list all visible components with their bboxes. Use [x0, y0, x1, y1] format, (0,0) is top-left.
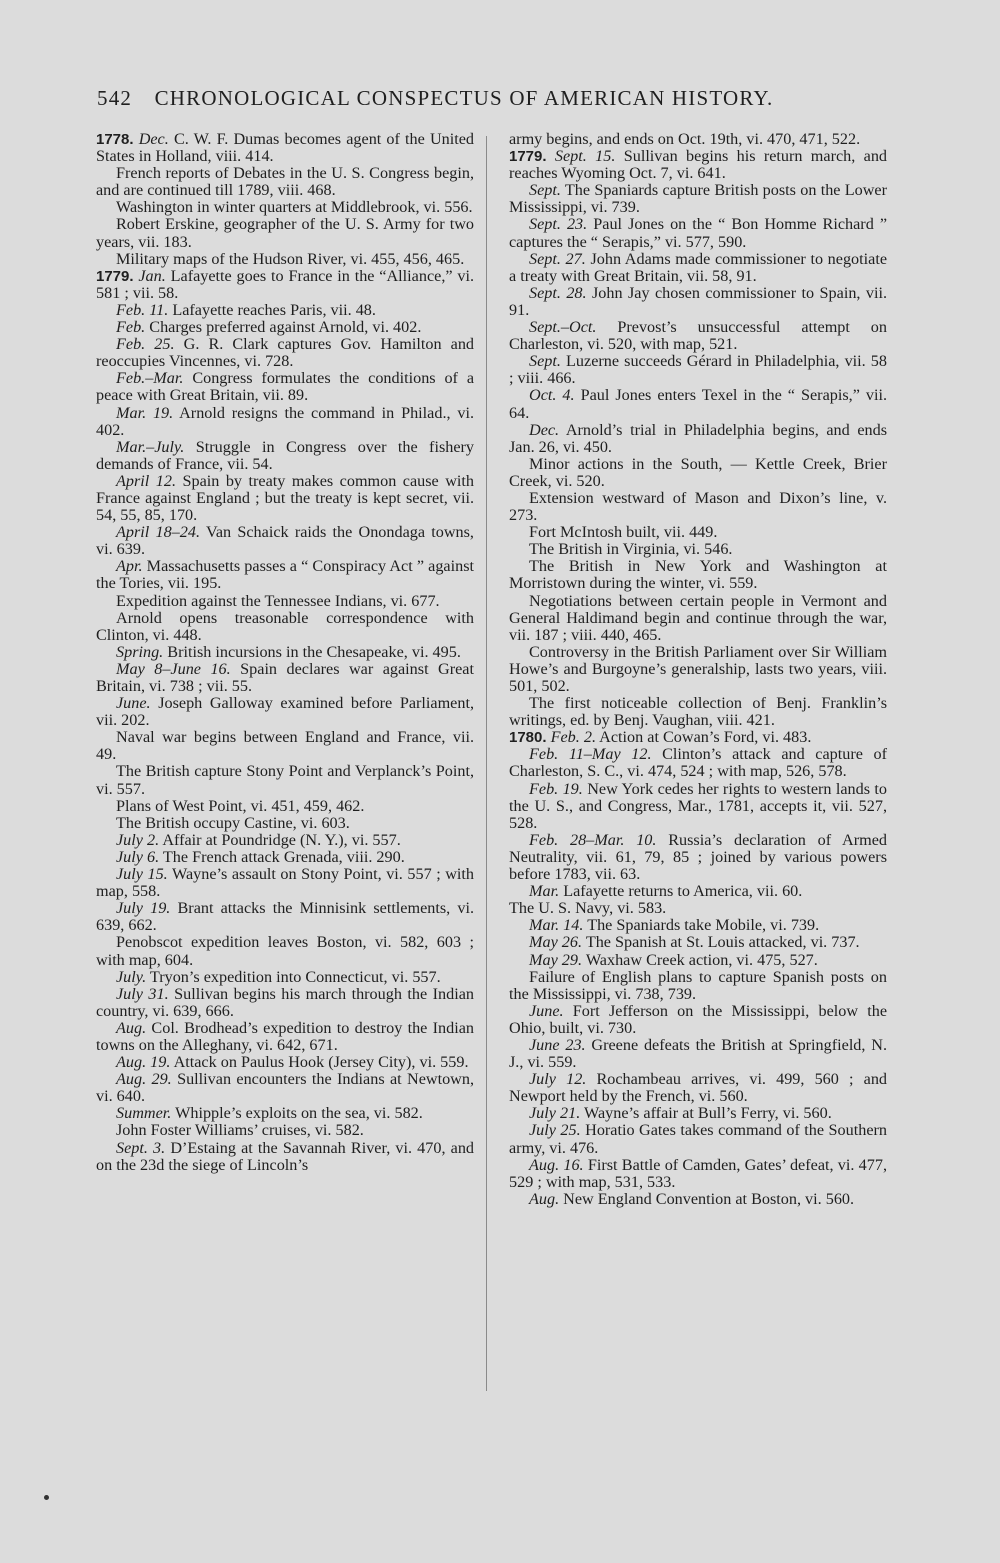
entry-date: April 12.: [116, 471, 176, 490]
entry-date: Sept.–Oct.: [529, 318, 597, 337]
entry-year: 1780.: [509, 729, 547, 747]
entry-date: July 2.: [116, 830, 160, 849]
chronology-entry: [96, 1105, 474, 1122]
entry-text: Arnold’s trial in Philadelphia begins, and ends Jan. 26, vi. 450.: [509, 420, 888, 456]
chronology-entry: [509, 353, 887, 387]
entry-date: Feb. 19.: [529, 779, 583, 798]
entry-text: Struggle in Congress over the fishery demands of France, vii. 54.: [96, 437, 475, 473]
entry-year: 1778.: [96, 131, 134, 148]
entry-text: The French attack Grenada, viii. 290.: [162, 847, 405, 866]
entry-text: Waxhaw Creek action, vi. 475, 527.: [585, 950, 818, 969]
chronology-entry: [96, 610, 474, 644]
entry-text: D’Estaing at the Savannah River, vi. 470, and on the 23d the siege of Lincoln’s: [96, 1138, 475, 1174]
chronology-entry: [509, 900, 887, 917]
entry-date: May 26.: [529, 933, 583, 952]
chronology-entry: [509, 131, 887, 148]
entry-date: Feb.: [116, 318, 146, 337]
entry-text: Brant attacks the Minnisink settlements, vi. 639, 662.: [96, 899, 474, 935]
page-number: 542: [97, 86, 133, 110]
entry-date: July 31.: [116, 984, 169, 1003]
entry-text: The first noticeable collection of Benj. Franklin’s writings, ed. by Benj. Vaughan, viii. 421.: [509, 694, 887, 730]
chronology-entry: [509, 285, 887, 319]
entry-date: July 21.: [529, 1104, 581, 1123]
entry-text: John Jay chosen commissioner to Spain, vii. 91.: [509, 283, 888, 319]
entry-text: Military maps of the Hudson River, vi. 455, 456, 465.: [116, 249, 465, 268]
chronology-entry: [509, 251, 887, 285]
entry-text: Horatio Gates takes command of the Southern army, vi. 476.: [509, 1121, 887, 1157]
entry-date: Oct. 4.: [529, 386, 575, 405]
entry-date: Sept. 15.: [554, 147, 616, 166]
entry-date: July 19.: [116, 899, 171, 918]
column-divider: [486, 136, 487, 1391]
entry-text: Lafayette goes to France in the “Alliance,” vi. 581 ; vii. 58.: [96, 266, 475, 302]
chronology-entry: [509, 695, 887, 729]
chronology-entry: [96, 405, 474, 439]
entry-text: army begins, and ends on Oct. 19th, vi. 470, 471, 522.: [509, 130, 861, 148]
chronology-entry: [96, 439, 474, 473]
entry-date: Feb. 25.: [116, 335, 175, 354]
chronology-entry: [509, 952, 887, 969]
chronology-entry: [96, 849, 474, 866]
entry-text: John Adams made commissioner to negotiate a treaty with Great Britain, vii. 58, 91.: [509, 249, 888, 285]
entry-date: May 8–June 16.: [116, 659, 231, 678]
entry-date: Apr.: [116, 557, 143, 576]
chronology-entry: [509, 490, 887, 524]
entry-date: Feb. 2.: [550, 728, 596, 747]
entry-text: The British in New York and Washington at Morristown during the winter, vi. 559.: [509, 557, 887, 593]
entry-text: Massachusetts passes a “ Conspiracy Act ” against the Tories, vii. 195.: [96, 557, 474, 593]
entry-date: Feb. 11.: [116, 300, 169, 319]
chronology-entry: [96, 644, 474, 661]
entry-text: Minor actions in the South, — Kettle Creek, Brier Creek, vi. 520.: [509, 454, 887, 490]
entry-date: July 15.: [116, 865, 168, 884]
entry-date: June 23.: [529, 1035, 586, 1054]
entry-text: Controversy in the British Parliament over Sir William Howe’s and Burgoyne’s generalship, lasts two years, viii. 501, 502.: [509, 642, 887, 695]
entry-date: July 25.: [529, 1121, 581, 1140]
chronology-entry: [96, 729, 474, 763]
chronology-entry: [509, 1037, 887, 1071]
entry-date: Aug. 16.: [529, 1155, 584, 1174]
entry-text: Robert Erskine, geographer of the U. S. Army for two years, vii. 183.: [96, 215, 474, 251]
entry-date: Sept.: [529, 352, 561, 371]
entry-date: June.: [529, 1001, 564, 1020]
entry-text: Lafayette returns to America, vii. 60.: [563, 882, 803, 901]
chronology-entry: [96, 1140, 474, 1174]
entry-text: Greene defeats the British at Springfield, N. J., vi. 559.: [509, 1035, 888, 1072]
entry-text: The British capture Stony Point and Verplanck’s Point, vi. 557.: [96, 762, 474, 798]
entry-date: Dec.: [138, 130, 169, 148]
entry-year: 1779.: [509, 148, 547, 166]
entry-date: July 6.: [116, 847, 160, 866]
chronology-entry: [509, 456, 887, 490]
entry-text: Plans of West Point, vi. 451, 459, 462.: [116, 796, 365, 815]
entry-text: The Spaniards take Mobile, vi. 739.: [587, 916, 820, 935]
entry-text: Whipple’s exploits on the sea, vi. 582.: [175, 1104, 423, 1123]
entry-text: Naval war begins between England and France, vii. 49.: [96, 728, 474, 764]
chronology-entry: [96, 165, 474, 199]
entry-text: Spain by treaty makes common cause with France against England ; but the treaty is kept secret, vii. 54, 55, 85, 170.: [96, 471, 475, 525]
chronology-entry: [509, 422, 887, 456]
chronology-entry: [96, 1122, 474, 1139]
right-column: [509, 131, 887, 1208]
entry-text: John Foster Williams’ cruises, vi. 582.: [116, 1121, 364, 1140]
entry-text: Arnold resigns the command in Philad., vi. 402.: [96, 403, 474, 439]
entry-text: British incursions in the Chesapeake, vi. 495.: [167, 642, 461, 661]
entry-text: Failure of English plans to capture Spanish posts on the Mississippi, vi. 738, 739.: [509, 967, 887, 1003]
page-header: [97, 86, 817, 111]
entry-text: Arnold opens treasonable correspondence with Clinton, vi. 448.: [96, 608, 474, 644]
entry-date: Aug.: [116, 1018, 147, 1037]
chronology-entry: [96, 695, 474, 729]
entry-date: Feb.–Mar.: [116, 369, 184, 388]
chronology-entry: [509, 182, 887, 216]
chronology-entry: [509, 319, 887, 353]
chronology-entry: [509, 1105, 887, 1122]
entry-date: Summer.: [116, 1104, 172, 1123]
running-title: CHRONOLOGICAL CONSPECTUS OF AMERICAN HISTORY.: [154, 86, 774, 110]
chronology-entry: [509, 216, 887, 250]
chronology-entry: [96, 473, 474, 524]
entry-text: The British in Virginia, vi. 546.: [529, 540, 733, 559]
entry-text: C. W. F. Dumas becomes agent of the United States in Holland, viii. 414.: [96, 130, 475, 166]
chronology-entry: [96, 302, 474, 319]
entry-date: Mar.–July.: [116, 437, 185, 456]
entry-date: Sept. 27.: [529, 249, 586, 268]
entry-date: Sept. 3.: [116, 1138, 166, 1157]
left-column: [96, 131, 474, 1174]
chronology-entry: [96, 1054, 474, 1071]
entry-text: Sullivan begins his march through the Indian country, vi. 639, 666.: [96, 984, 474, 1020]
chronology-entry: [96, 524, 474, 558]
chronology-entry: [509, 969, 887, 1003]
chronology-entry: [96, 251, 474, 268]
entry-date: Dec.: [529, 420, 560, 439]
entry-text: New England Convention at Boston, vi. 560.: [563, 1189, 855, 1208]
chronology-entry: [96, 815, 474, 832]
entry-text: Sullivan encounters the Indians at Newtown, vi. 640.: [96, 1070, 475, 1106]
entry-text: Joseph Galloway examined before Parliament, vii. 202.: [96, 694, 474, 730]
entry-year: 1779.: [96, 267, 134, 285]
entry-text: Penobscot expedition leaves Boston, vi. 582, 603 ; with map, 604.: [96, 933, 474, 969]
entry-date: Jan.: [138, 266, 166, 285]
entry-text: French reports of Debates in the U. S. Congress begin, and are continued till 1789, viii. 468.: [96, 164, 474, 200]
chronology-entry: [509, 746, 887, 780]
chronology-entry: [96, 216, 474, 250]
chronology-entry: [509, 524, 887, 541]
chronology-entry: [509, 148, 887, 182]
entry-text: Tryon’s expedition into Connecticut, vi. 557.: [149, 967, 441, 986]
chronology-entry: [509, 541, 887, 558]
entry-text: Action at Cowan’s Ford, vi. 483.: [599, 728, 812, 747]
chronology-entry: [96, 763, 474, 797]
entry-text: Wayne’s assault on Stony Point, vi. 557 ; with map, 558.: [96, 865, 474, 901]
entry-date: April 18–24.: [116, 523, 201, 542]
entry-text: Paul Jones on the “ Bon Homme Richard ” captures the “ Serapis,” vi. 577, 590.: [509, 215, 888, 251]
chronology-entry: [96, 900, 474, 934]
chronology-entry: [96, 866, 474, 900]
chronology-entry: [96, 1020, 474, 1054]
entry-text: Clinton’s attack and capture of Charleston, S. C., vi. 474, 524 ; with map, 526, 578.: [509, 745, 888, 781]
entry-date: Sept. 23.: [529, 215, 588, 234]
entry-text: Attack on Paulus Hook (Jersey City), vi. 559.: [173, 1053, 469, 1072]
chronology-entry: [509, 593, 887, 644]
entry-text: Negotiations between certain people in Vermont and General Haldimand begin and continue through the war, vii. 187 ; viii. 440, 465.: [509, 591, 887, 644]
entry-text: Wayne’s affair at Bull’s Ferry, vi. 560.: [584, 1104, 832, 1123]
entry-text: Affair at Poundridge (N. Y.), vi. 557.: [162, 830, 401, 849]
entry-date: Mar. 14.: [529, 916, 584, 935]
entry-text: Russia’s declaration of Armed Neutrality, vii. 61, 79, 85 ; joined by various powers before 1783, vii. 63.: [509, 830, 888, 884]
chronology-entry: [509, 917, 887, 934]
entry-text: G. R. Clark captures Gov. Hamilton and reoccupies Vincennes, vi. 728.: [96, 335, 475, 371]
entry-text: Van Schaick raids the Onondaga towns, vi. 639.: [96, 523, 474, 559]
entry-date: Sept.: [529, 181, 561, 200]
entry-text: Congress formulates the conditions of a peace with Great Britain, vii. 89.: [96, 369, 475, 405]
chronology-entry: [509, 1003, 887, 1037]
entry-text: Expedition against the Tennessee Indians, vi. 677.: [116, 591, 440, 610]
entry-date: Aug.: [529, 1189, 560, 1208]
chronology-entry: [509, 644, 887, 695]
entry-date: June.: [116, 694, 151, 713]
ink-speck: [44, 1495, 49, 1500]
chronology-entry: [509, 1122, 887, 1156]
chronology-entry: [96, 661, 474, 695]
chronology-entry: [96, 268, 474, 302]
entry-text: Sullivan begins his return march, and reaches Wyoming Oct. 7, vi. 641.: [509, 147, 888, 183]
entry-text: Rochambeau arrives, vi. 499, 560 ; and Newport held by the French, vi. 560.: [509, 1070, 888, 1106]
entry-text: Prevost’s unsuccessful attempt on Charleston, vi. 520, with map, 521.: [509, 318, 887, 354]
chronology-entry: [509, 1071, 887, 1105]
chronology-entry: [96, 798, 474, 815]
entry-text: Fort McIntosh built, vii. 449.: [529, 523, 718, 542]
entry-text: Col. Brodhead’s expedition to destroy the Indian towns on the Alleghany, vi. 642, 671.: [96, 1018, 475, 1054]
entry-text: New York cedes her rights to western lands to the U. S., and Congress, Mar., 1781, accepts it, vii. 527, 528.: [509, 779, 887, 832]
entry-text: Extension westward of Mason and Dixon’s line, v. 273.: [509, 488, 887, 525]
entry-date: Mar.: [529, 882, 560, 901]
chronology-entry: [96, 558, 474, 592]
chronology-entry: [509, 558, 887, 592]
chronology-entry: [96, 336, 474, 370]
entry-date: Feb. 28–Mar. 10.: [529, 830, 657, 849]
entry-text: Fort Jefferson on the Mississippi, below the Ohio, built, vi. 730.: [509, 1001, 888, 1037]
entry-date: Spring.: [116, 642, 164, 661]
chronology-entry: [96, 832, 474, 849]
chronology-entry: [509, 729, 887, 746]
chronology-entry: [509, 781, 887, 832]
entry-date: Mar. 19.: [116, 403, 174, 422]
entry-text: First Battle of Camden, Gates’ defeat, vi. 477, 529 ; with map, 531, 533.: [509, 1155, 888, 1191]
chronology-entry: [509, 1191, 887, 1208]
chronology-entry: [509, 832, 887, 883]
entry-date: Aug. 29.: [116, 1070, 172, 1089]
chronology-entry: [509, 1157, 887, 1191]
chronology-entry: [509, 387, 887, 421]
entry-date: May 29.: [529, 950, 583, 969]
chronology-entry: [96, 934, 474, 968]
chronology-entry: [96, 593, 474, 610]
entry-text: Washington in winter quarters at Middlebrook, vi. 556.: [116, 198, 473, 217]
chronology-entry: [96, 986, 474, 1020]
chronology-entry: [96, 131, 474, 165]
entry-text: The Spanish at St. Louis attacked, vi. 737.: [585, 933, 860, 952]
entry-date: Sept. 28.: [529, 283, 587, 302]
chronology-entry: [509, 883, 887, 900]
entry-date: Aug. 19.: [116, 1053, 171, 1072]
chronology-entry: [96, 1071, 474, 1105]
chronology-entry: [96, 319, 474, 336]
entry-text: Paul Jones enters Texel in the “ Serapis,” vii. 64.: [509, 386, 888, 422]
entry-text: The Spaniards capture British posts on the Lower Mississippi, vi. 739.: [509, 181, 887, 217]
entry-text: Lafayette reaches Paris, vii. 48.: [172, 300, 376, 319]
entry-text: Luzerne succeeds Gérard in Philadelphia, vii. 58 ; viii. 466.: [509, 352, 887, 388]
entry-date: July 12.: [529, 1070, 587, 1089]
entry-text: Charges preferred against Arnold, vi. 402.: [149, 318, 422, 337]
chronology-entry: [96, 199, 474, 216]
chronology-entry: [96, 969, 474, 986]
entry-text: The U. S. Navy, vi. 583.: [509, 899, 667, 918]
entry-text: Spain declares war against Great Britain, vi. 738 ; vii. 55.: [96, 659, 474, 695]
chronology-entry: [96, 370, 474, 404]
chronology-entry: [509, 934, 887, 951]
entry-date: July.: [116, 967, 147, 986]
entry-date: Feb. 11–May 12.: [529, 745, 652, 764]
entry-text: The British occupy Castine, vi. 603.: [116, 813, 350, 832]
